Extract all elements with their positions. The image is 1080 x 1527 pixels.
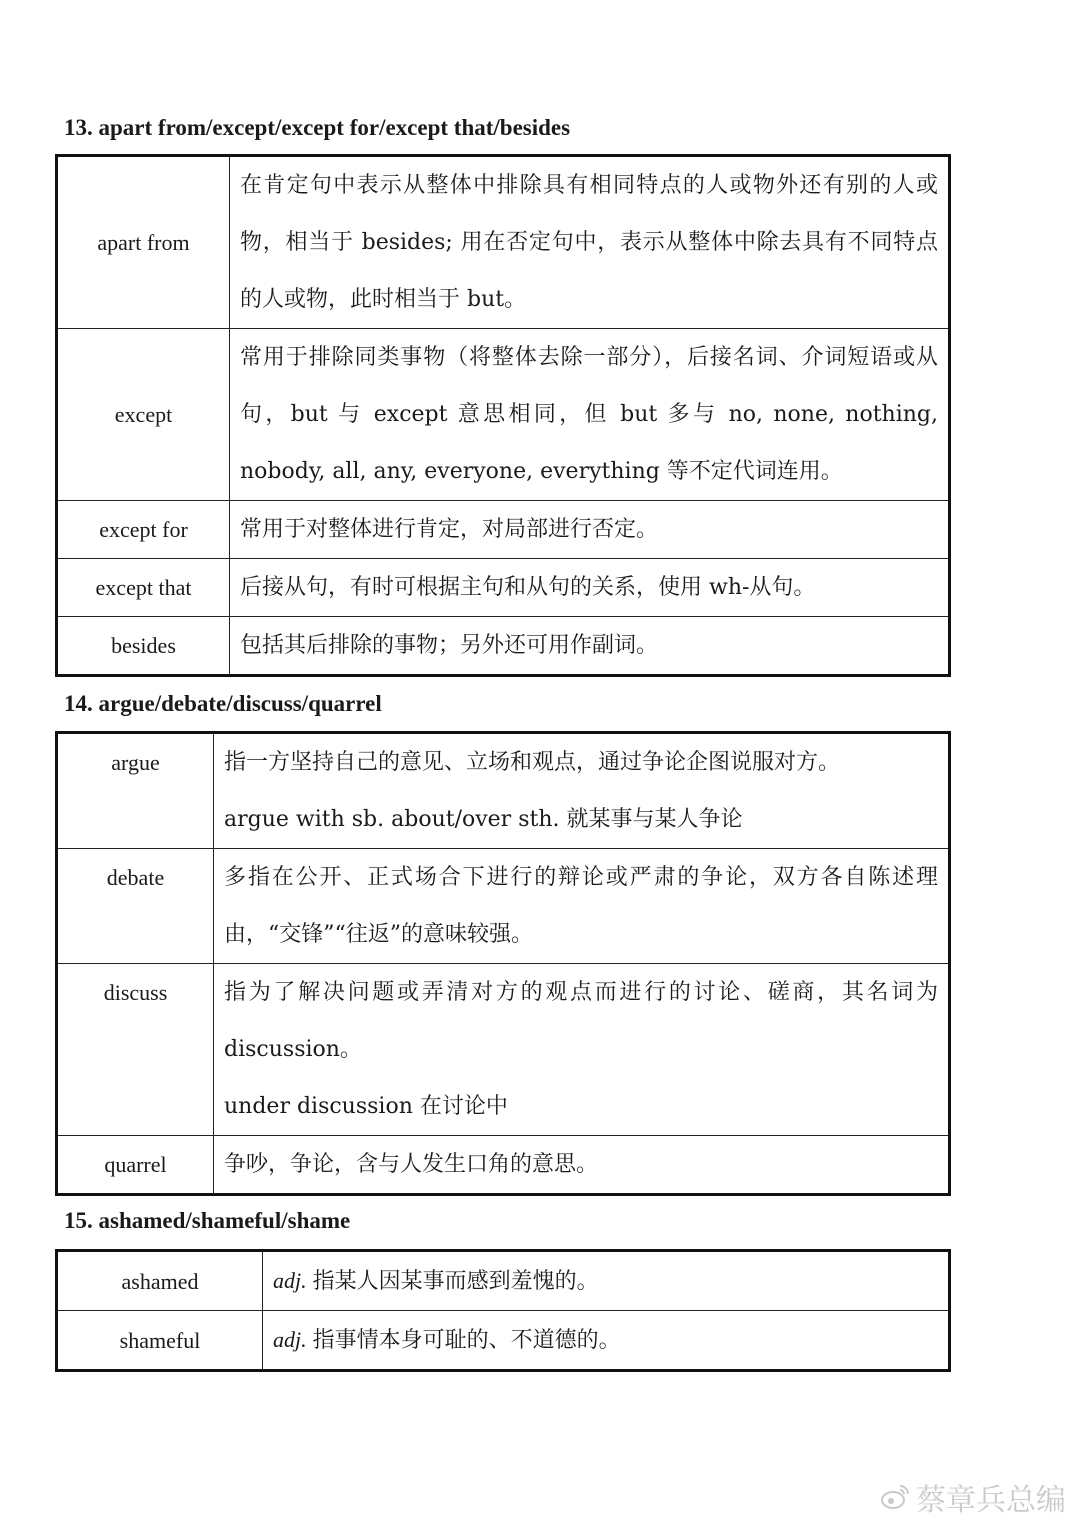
table-row xyxy=(57,156,950,329)
section-15-table xyxy=(55,1249,951,1372)
table-row xyxy=(57,964,950,1136)
section-14-table xyxy=(55,731,951,1196)
definition-text: 指一方坚持自己的意见、立场和观点，通过争论企图说服对方。 xyxy=(224,750,841,775)
definition-cell: 争吵，争论，含与人发生口角的意思。 xyxy=(214,1136,950,1195)
definition-text: 指事情本身可耻的、不道德的。 xyxy=(312,1328,621,1353)
definition-cell xyxy=(214,964,950,1136)
watermark xyxy=(880,1475,1066,1519)
term-cell: except xyxy=(57,329,230,501)
table-row xyxy=(57,1251,950,1311)
term-cell: except for xyxy=(57,501,230,559)
table-row xyxy=(57,1311,950,1371)
term-cell: debate xyxy=(57,849,214,964)
section-13-table xyxy=(55,154,951,677)
usage-example: under discussion 在讨论中 xyxy=(224,1094,508,1119)
table-row xyxy=(57,733,950,849)
definition-cell xyxy=(214,733,950,849)
table-row xyxy=(57,329,950,501)
section-14-heading: 14. argue/debate/discuss/quarrel xyxy=(64,691,382,716)
definition-cell xyxy=(263,1251,950,1311)
table-row xyxy=(57,559,950,617)
term-cell: shameful xyxy=(57,1311,263,1371)
definition-cell: 包括其后排除的事物；另外还可用作副词。 xyxy=(230,617,950,676)
definition-cell xyxy=(263,1311,950,1371)
part-of-speech: adj. xyxy=(273,1327,307,1352)
definition-text: 指某人因某事而感到羞愧的。 xyxy=(312,1269,599,1294)
table-row xyxy=(57,617,950,676)
definition-text: 指为了解决问题或弄清对方的观点而进行的讨论、磋商，其名词为 discussion。 xyxy=(224,980,938,1062)
watermark-text: 蔡章兵总编 xyxy=(916,1483,1066,1518)
table-row xyxy=(57,849,950,964)
part-of-speech: adj. xyxy=(273,1268,307,1293)
term-cell: ashamed xyxy=(57,1251,263,1311)
table-row xyxy=(57,501,950,559)
term-cell: besides xyxy=(57,617,230,676)
term-cell: apart from xyxy=(57,156,230,329)
definition-cell: 多指在公开、正式场合下进行的辩论或严肃的争论，双方各自陈述理由，“交锋”“往返”的意味较强。 xyxy=(214,849,950,964)
term-cell: discuss xyxy=(57,964,214,1136)
term-cell: argue xyxy=(57,733,214,849)
definition-cell: 后接从句，有时可根据主句和从句的关系，使用 wh-从句。 xyxy=(230,559,950,617)
table-row xyxy=(57,1136,950,1195)
definition-cell: 常用于对整体进行肯定，对局部进行否定。 xyxy=(230,501,950,559)
usage-example: argue with sb. about/over sth. 就某事与某人争论 xyxy=(224,807,743,832)
term-cell: except that xyxy=(57,559,230,617)
term-cell: quarrel xyxy=(57,1136,214,1195)
definition-cell: 在肯定句中表示从整体中排除具有相同特点的人或物外还有别的人或物，相当于 besides; 用在否定句中，表示从整体中除去具有不同特点的人或物，此时相当于 but。 xyxy=(230,156,950,329)
section-15-heading: 15. ashamed/shameful/shame xyxy=(64,1208,351,1233)
section-13-heading: 13. apart from/except/except for/except that/besides xyxy=(64,115,571,140)
definition-cell: 常用于排除同类事物（将整体去除一部分），后接名词、介词短语或从句，but 与 except 意思相同，但 but 多与 no, none, nothing, nobody, all, any, everyone, everything 等不定代词连用。 xyxy=(230,329,950,501)
weibo-logo-icon xyxy=(880,1482,910,1512)
